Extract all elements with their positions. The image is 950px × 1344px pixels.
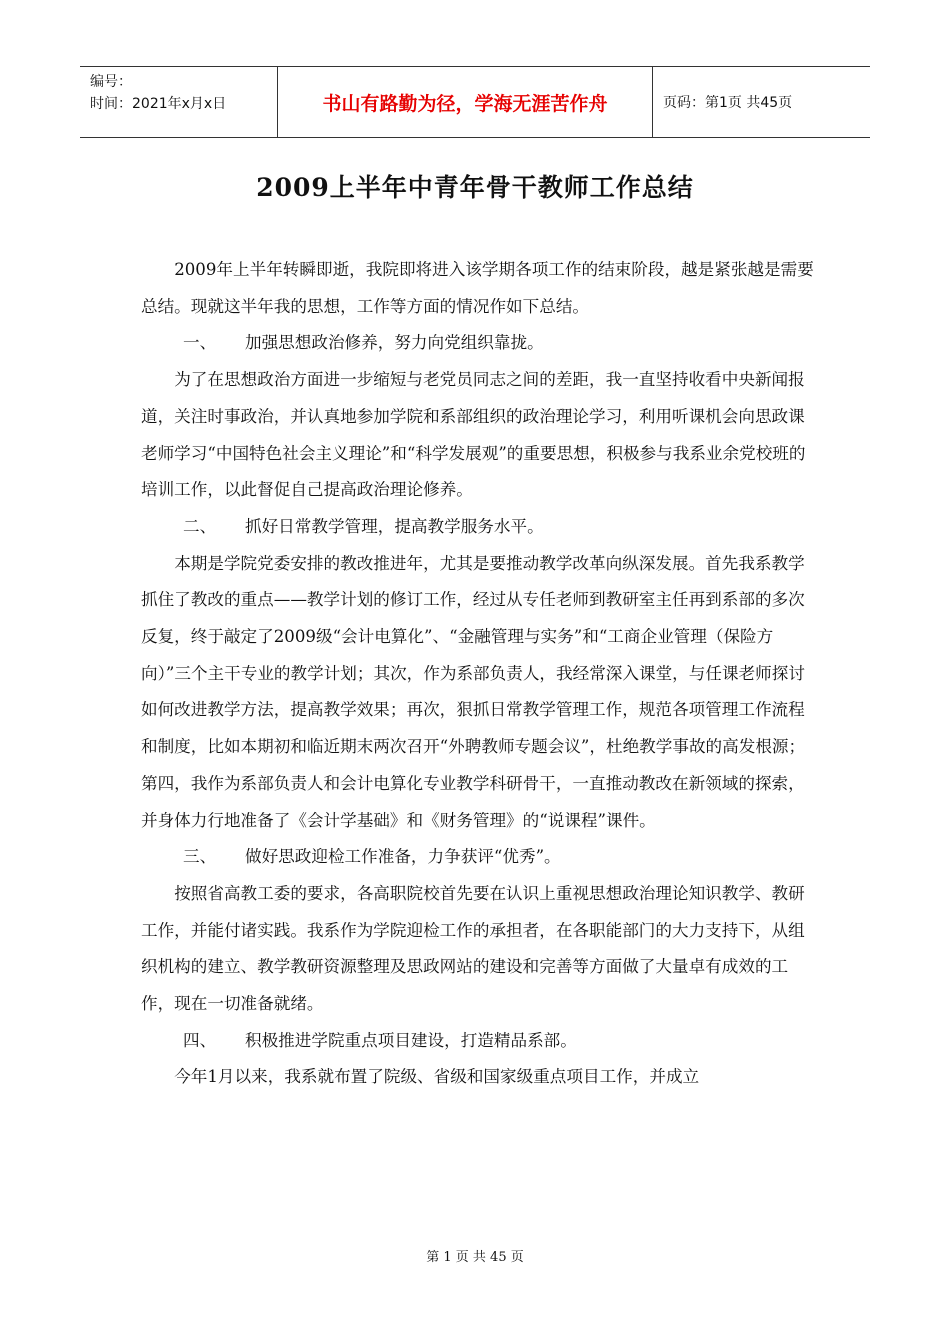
header-motto: 书山有路勤为径，学海无涯苦作舟 [278,67,653,137]
paragraph-section-1: 为了在思想政治方面进一步缩短与老党员同志之间的差距，我一直坚持收看中央新闻报道，关注时事政治，并认真地参加学院和系部组织的政治理论学习，利用听课机会向思政课老师学习“中国特色社会主义理论”和“科学发展观”的重要思想，积极参与我系业余党校班的培训工作，以此督促自己提高政治理论修养。 [141,370,806,500]
section-number: 二、 [183,516,217,536]
time-label: 时间：2021年x月x日 [90,96,227,112]
paragraph-section-3: 按照省高教工委的要求，各高职院校首先要在认识上重视思想政治理论知识教学、教研工作，并能付诸实践。我系作为学院迎检工作的承担者，在各职能部门的大力支持下，从组织机构的建立、教学教研资源整理及思政网站的建设和完善等方面做了大量卓有成效的工作，现在一切准备就绪。 [141,883,805,1014]
section-number: 一、 [183,333,217,353]
section-heading-text: 做好思政迎检工作准备，力争获评“优秀”。 [245,847,561,867]
number-label: 编号： [90,74,132,90]
section-heading-text: 抓好日常教学管理，提高教学服务水平。 [245,516,544,536]
paragraph-intro: 2009年上半年转瞬即逝，我院即将进入该学期各项工作的结束阶段，越是紧张越是需要总结。现就这半年我的思想，工作等方面的情况作如下总结。 [141,260,814,316]
section-heading-3 [141,839,821,876]
section-number: 四、 [183,1030,217,1050]
section-number: 三、 [183,847,217,867]
section-heading-text: 积极推进学院重点项目建设，打造精品系部。 [245,1030,577,1050]
section-heading-text: 加强思想政治修养，努力向党组织靠拢。 [245,333,544,353]
page-header-table [80,66,870,138]
paragraph-section-2: 本期是学院党委安排的教改推进年，尤其是要推动教学改革向纵深发展。首先我系教学抓住了教改的重点——教学计划的修订工作，经过从专任老师到教研室主任再到系部的多次反复，终于敲定了2009级“会计电算化”、“金融管理与实务”和“工商企业管理（保险方向）”三个主干专业的教学计划；其次，作为系部负责人，我经常深入课堂，与任课老师探讨如何改进教学方法，提高教学效果；再次，狠抓日常教学管理工作，规范各项管理工作流程和制度，比如本期初和临近期末两次召开“外聘教师专题会议”，杜绝教学事故的高发根源；第四，我作为系部负责人和会计电算化专业教学科研骨干，一直推动教改在新领域的探索，并身体力行地准备了《会计学基础》和《财务管理》的“说课程”课件。 [141,553,806,830]
document-title: 2009上半年中青年骨干教师工作总结 [256,173,694,202]
paragraph-section-4: 今年1月以来，我系就布置了院级、省级和国家级重点项目工作，并成立 [174,1067,700,1087]
document-body [141,252,821,1096]
header-meta-cell [80,67,278,137]
section-heading-4 [141,1023,821,1060]
section-heading-1 [141,325,821,362]
section-heading-2 [141,509,821,546]
header-page-info: 页码：第1页 共45页 [663,95,793,111]
page-footer: 第 1 页 共 45 页 [426,1250,524,1265]
